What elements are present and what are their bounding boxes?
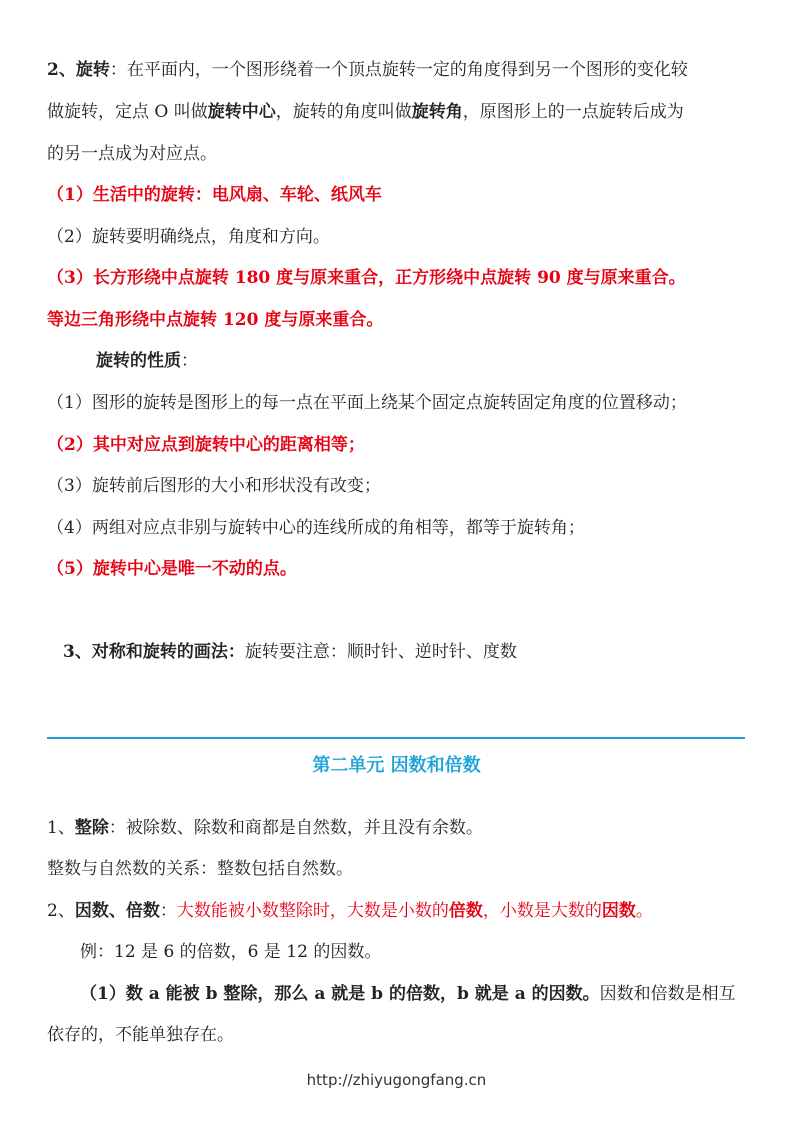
text-segment: ：被除数、除数和商都是自然数，并且没有余数。	[108, 818, 483, 838]
text-segment: 1、	[47, 818, 75, 838]
property-item-5: （5）旋转中心是唯一不动的点。	[47, 559, 297, 579]
text-segment: 大数能被小数整除时，大数是小数的	[176, 901, 449, 921]
term-rotation-angle: 旋转角	[411, 102, 463, 122]
rotation-definition-text: ：在平面内，一个图形绕着一个顶点旋转一定的角度得到另一个图形的变化较	[109, 60, 688, 80]
rotation-point-3: （3）长方形绕中点旋转 180 度与原来重合，正方形绕中点旋转 90 度与原来重合。	[47, 268, 686, 288]
property-item-4: （4）两组对应点非别与旋转中心的连线所成的角相等，都等于旋转角；	[47, 518, 585, 538]
text-segment: ，原图形上的一点旋转后成为	[462, 102, 684, 122]
rotation-point-1: （1）生活中的旋转：电风扇、车轮、纸风车	[47, 185, 382, 205]
rotation-point-2: （2）旋转要明确绕点，角度和方向。	[47, 227, 330, 247]
drawing-method-line	[63, 641, 517, 663]
integer-relation-line: 整数与自然数的关系：整数包括自然数。	[47, 859, 353, 879]
properties-heading	[96, 350, 198, 372]
rotation-definition-line-2	[47, 101, 684, 123]
factors-note-line-2: 依存的，不能单独存在。	[47, 1025, 234, 1045]
drawing-method-label: 3、对称和旋转的画法：	[63, 642, 245, 662]
factors-definition-line	[47, 900, 653, 922]
rotation-heading: 2、旋转	[47, 60, 110, 80]
factors-note-line-1	[80, 983, 736, 1005]
section-divider	[47, 737, 745, 739]
text-segment: ：	[181, 351, 198, 371]
text-segment: 。	[635, 901, 653, 921]
rotation-point-3-continued: 等边三角形绕中点旋转 120 度与原来重合。	[47, 310, 384, 330]
factors-example-line: 例：12 是 6 的倍数，6 是 12 的因数。	[80, 942, 382, 962]
term-multiple: 倍数	[448, 901, 483, 921]
drawing-method-text: 旋转要注意：顺时针、逆时针、度数	[244, 642, 517, 662]
unit-2-title: 第二单元 因数和倍数	[312, 755, 481, 776]
term-divisible: 整除	[74, 818, 109, 838]
divisible-definition-line	[47, 817, 483, 839]
text-segment: ，小数是大数的	[482, 901, 602, 921]
property-item-2: （2）其中对应点到旋转中心的距离相等；	[47, 435, 365, 455]
rotation-definition-line-1	[47, 59, 688, 81]
text-segment: ：	[159, 901, 177, 921]
text-segment: ，旋转的角度叫做	[275, 102, 412, 122]
footer-url: http://zhiyugongfang.cn	[306, 1071, 487, 1089]
term-factors-multiples: 因数、倍数	[74, 901, 160, 921]
rotation-definition-line-3: 的另一点成为对应点。	[47, 144, 217, 164]
term-factor: 因数	[601, 901, 636, 921]
term-rotation-center: 旋转中心	[207, 102, 276, 122]
properties-title: 旋转的性质	[96, 351, 181, 371]
factors-note-bold: （1）数 a 能被 b 整除，那么 a 就是 b 的倍数，b 就是 a 的因数。	[80, 984, 600, 1004]
property-item-3: （3）旋转前后图形的大小和形状没有改变；	[47, 476, 381, 496]
text-segment: 做旋转，定点 O 叫做	[47, 102, 208, 122]
property-item-1: （1）图形的旋转是图形上的每一点在平面上绕某个固定点旋转固定角度的位置移动；	[47, 393, 687, 413]
text-segment: 因数和倍数是相互	[599, 984, 736, 1004]
text-segment: 2、	[47, 901, 75, 921]
